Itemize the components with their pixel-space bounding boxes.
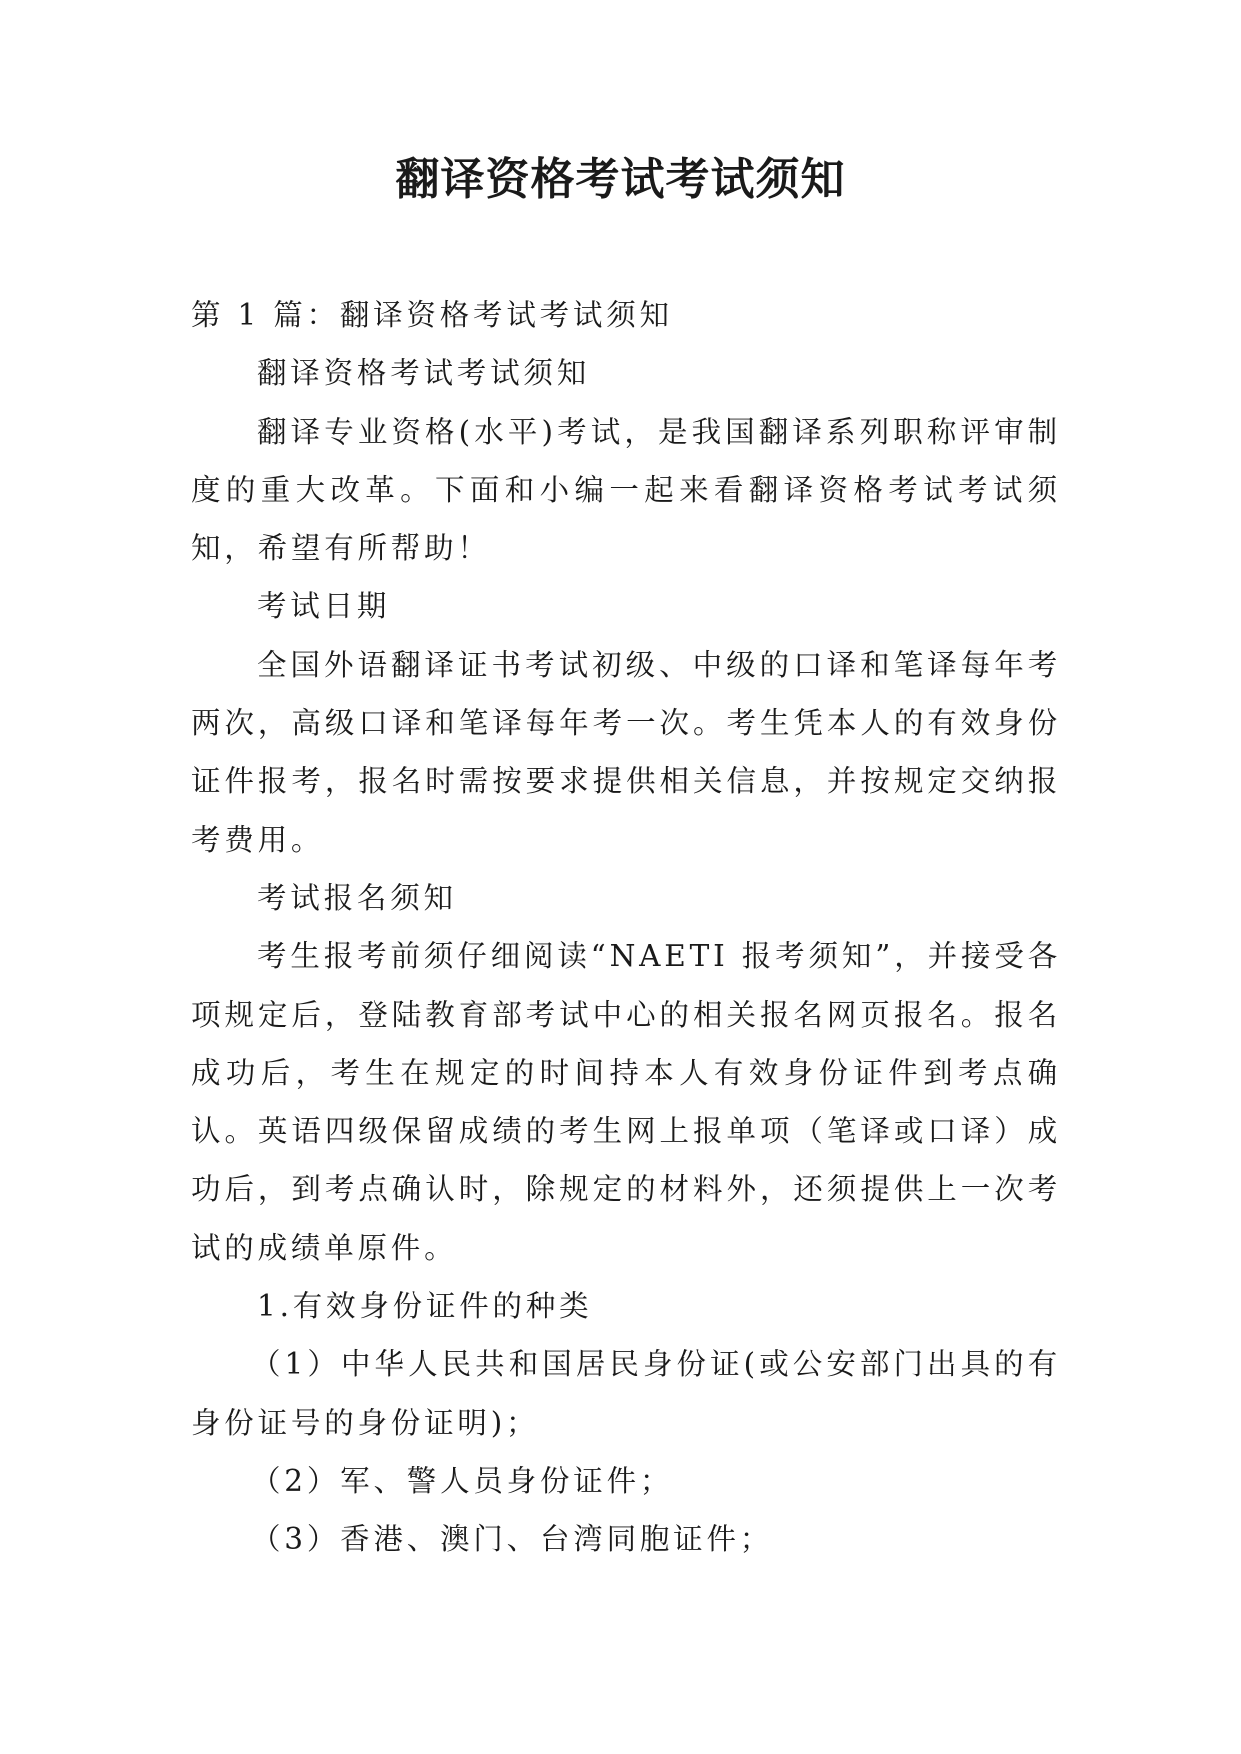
list-item-id-1: （1）中华人民共和国居民身份证(或公安部门出具的有身份证号的身份证明)； bbox=[191, 1347, 1061, 1440]
paragraph-exam-date: 全国外语翻译证书考试初级、中级的口译和笔译每年考两次，高级口译和笔译每年考一次。考生凭本人的有效身份证件报考，报名时需按要求提供相关信息，并按规定交纳报考费用。 bbox=[191, 647, 1061, 857]
paragraph-heading-exam-date: 考试日期 bbox=[257, 589, 391, 624]
paragraph-subtitle: 翻译资格考试考试须知 bbox=[257, 356, 591, 391]
document-title: 翻译资格考试考试须知 bbox=[395, 154, 846, 205]
paragraph-heading-registration: 考试报名须知 bbox=[257, 880, 457, 915]
paragraph-registration: 考生报考前须仔细阅读“NAETI 报考须知”，并接受各项规定后，登陆教育部考试中心的相关报名网页报名。报名成功后，考生在规定的时间持本人有效身份证件到考点确认。英语四级保留成绩的考生网上报单项（笔译或口译）成功后，到考点确认时，除规定的材料外，还须提供上一次考试的成绩单原件。 bbox=[191, 939, 1061, 1265]
list-item-id-3: （3）香港、澳门、台湾同胞证件； bbox=[251, 1522, 774, 1557]
paragraph-intro: 翻译专业资格(水平)考试，是我国翻译系列职称评审制度的重大改革。下面和小编一起来看翻译资格考试考试须知，希望有所帮助！ bbox=[191, 414, 1061, 566]
paragraph-id-types-heading: 1.有效身份证件的种类 bbox=[257, 1289, 593, 1324]
document-body bbox=[191, 286, 1061, 1569]
paragraph-section-heading: 第 1 篇：翻译资格考试考试须知 bbox=[191, 298, 673, 332]
list-item-id-2: （2）军、警人员身份证件； bbox=[251, 1463, 674, 1498]
